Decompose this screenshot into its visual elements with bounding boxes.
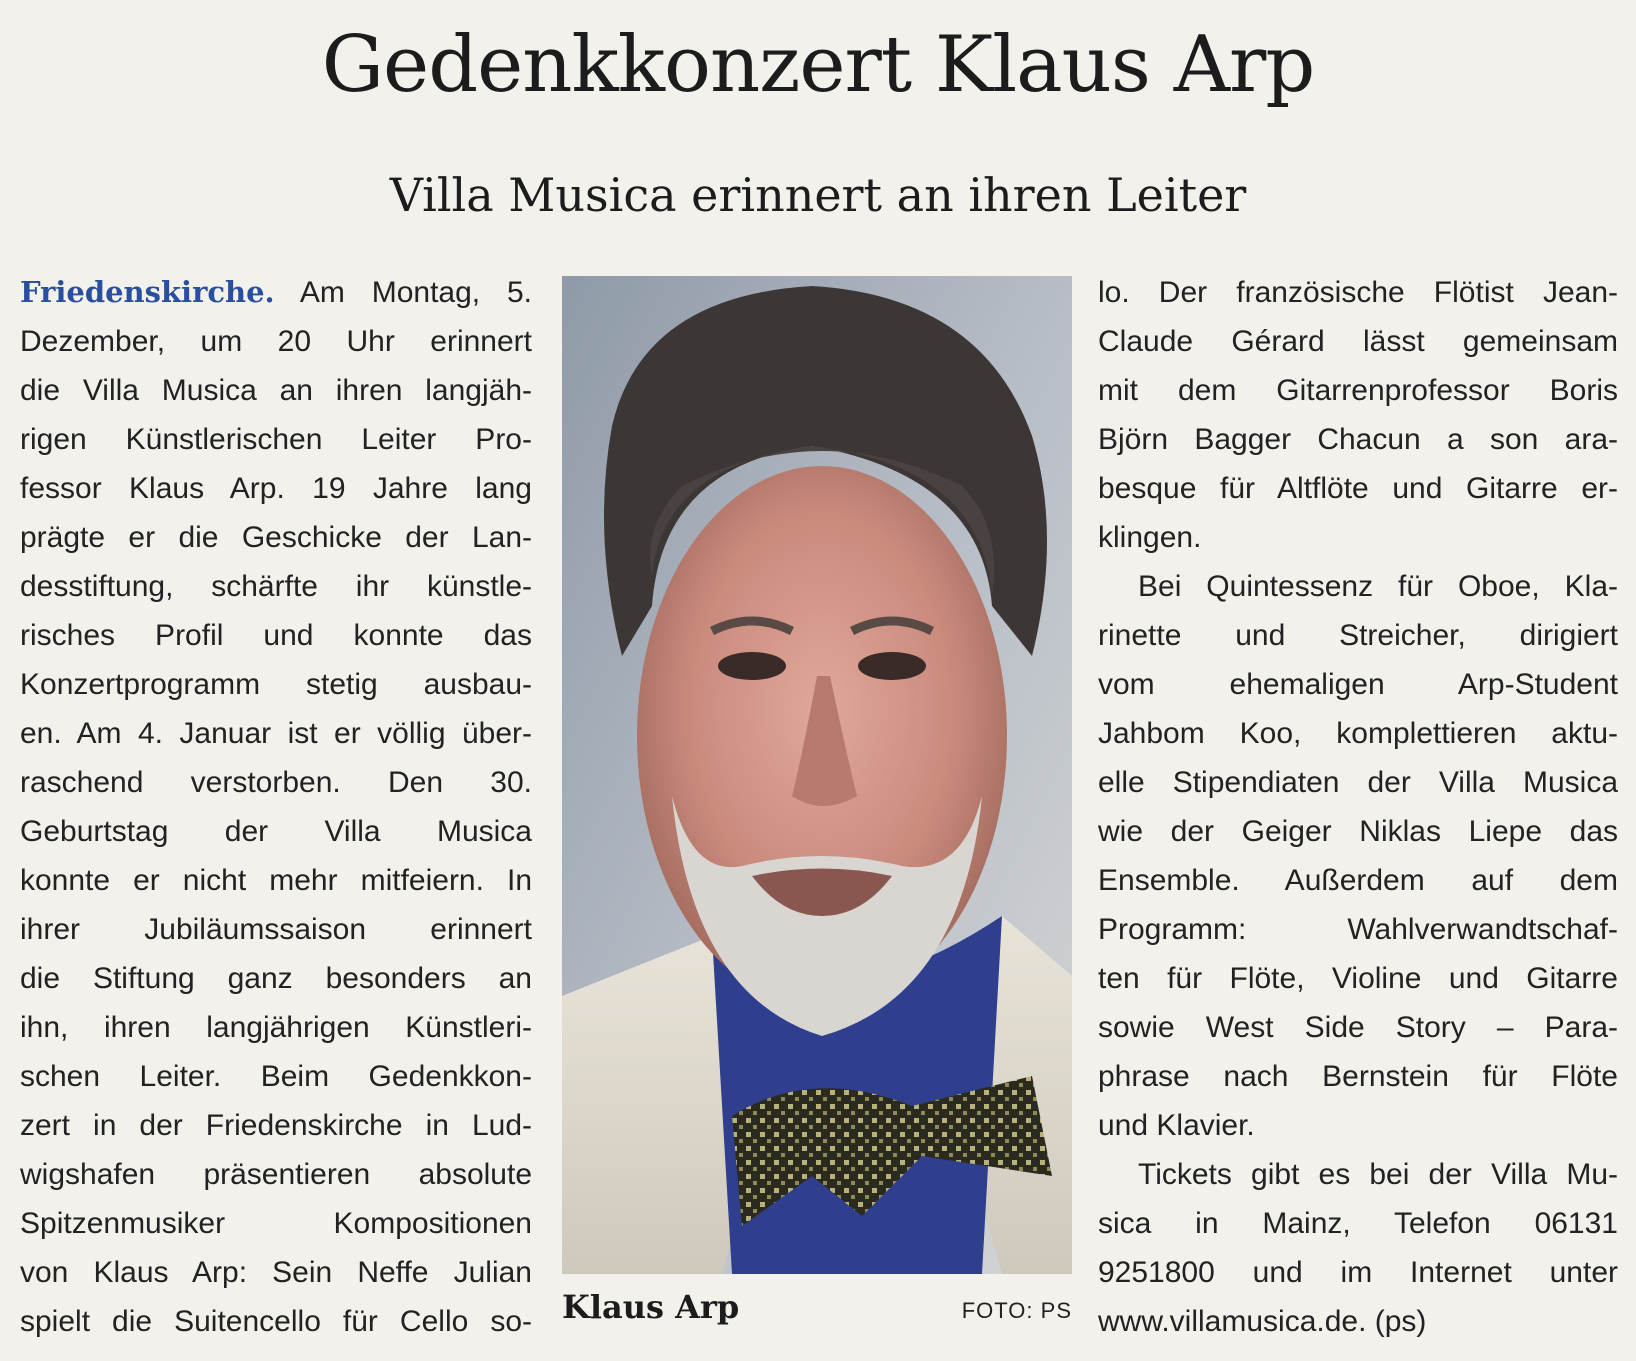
text-line: en. Am 4. Januar ist er völlig über- [20, 717, 532, 750]
text-line: spielt die Suitencello für Cello so- [20, 1305, 532, 1338]
text-line: www.villamusica.de. (ps) [1098, 1305, 1427, 1338]
text-line: elle Stipendiaten der Villa Musica [1098, 766, 1618, 799]
text-line: Claude Gérard lässt gemeinsam [1098, 325, 1618, 358]
text-line: die Stiftung ganz besonders an [20, 962, 532, 995]
portrait-photo [562, 276, 1072, 1274]
article-column-left [20, 268, 532, 1338]
text-line: Dezember, um 20 Uhr erinnert [20, 325, 532, 358]
lead-location: Friedenskirche. [20, 275, 275, 309]
text-line: ten für Flöte, Violine und Gitarre [1098, 962, 1618, 995]
photo-credit: FOTO: PS [961, 1298, 1072, 1323]
text-line: 9251800 und im Internet unter [1098, 1256, 1618, 1289]
text-line: konnte er nicht mehr mitfeiern. In [20, 864, 532, 897]
text-line: und Klavier. [1098, 1109, 1255, 1142]
text-line [20, 268, 532, 317]
text-line: schen Leiter. Beim Gedenkkon- [20, 1060, 532, 1093]
text-line: Programm: Wahlverwandtschaf- [1098, 913, 1618, 946]
text-line: wigshafen präsentieren absolute [20, 1158, 532, 1191]
photo-caption: Klaus Arp [562, 1288, 740, 1326]
text-line: phrase nach Bernstein für Flöte [1098, 1060, 1618, 1093]
headline: Gedenkkonzert Klaus Arp [321, 20, 1315, 110]
text-line: sica in Mainz, Telefon 06131 [1098, 1207, 1618, 1240]
text-line: rinette und Streicher, dirigiert [1098, 619, 1618, 652]
text-line: Björn Bagger Chacun a son ara- [1098, 423, 1618, 456]
text-line: wie der Geiger Niklas Liepe das [1098, 815, 1618, 848]
text-line: besque für Altflöte und Gitarre er- [1098, 472, 1618, 505]
text-line: raschend verstorben. Den 30. [20, 766, 532, 799]
text-line: die Villa Musica an ihren langjäh- [20, 374, 532, 407]
text-line: ihn, ihren langjährigen Künstleri- [20, 1011, 532, 1044]
subheadline: Villa Musica erinnert an ihren Leiter [389, 168, 1247, 222]
text-line: Tickets gibt es bei der Villa Mu- [1138, 1158, 1618, 1191]
text-line: Bei Quintessenz für Oboe, Kla- [1138, 570, 1618, 603]
text-line: rigen Künstlerischen Leiter Pro- [20, 423, 532, 456]
text-line: lo. Der französische Flötist Jean- [1098, 276, 1618, 309]
text-line: Jahbom Koo, komplettieren aktu- [1098, 717, 1618, 750]
text-fragment: Am Montag, 5. [274, 276, 532, 309]
text-line: sowie West Side Story – Para- [1098, 1011, 1618, 1044]
text-line: vom ehemaligen Arp-Student [1098, 668, 1618, 701]
text-line: ihrer Jubiläumssaison erinnert [20, 913, 532, 946]
text-line: mit dem Gitarrenprofessor Boris [1098, 374, 1618, 407]
text-line: zert in der Friedenskirche in Lud- [20, 1109, 532, 1142]
text-line: desstiftung, schärfte ihr künstle- [20, 570, 532, 603]
text-line: klingen. [1098, 521, 1202, 554]
text-line: Konzertprogramm stetig ausbau- [20, 668, 532, 701]
text-line: von Klaus Arp: Sein Neffe Julian [20, 1256, 532, 1289]
text-line: Ensemble. Außerdem auf dem [1098, 864, 1618, 897]
text-line: prägte er die Geschicke der Lan- [20, 521, 532, 554]
text-line: risches Profil und konnte das [20, 619, 532, 652]
text-line: Geburtstag der Villa Musica [20, 815, 532, 848]
article-column-right [1098, 268, 1618, 1338]
text-line: fessor Klaus Arp. 19 Jahre lang [20, 472, 532, 505]
text-line: Spitzenmusiker Kompositionen [20, 1207, 532, 1240]
